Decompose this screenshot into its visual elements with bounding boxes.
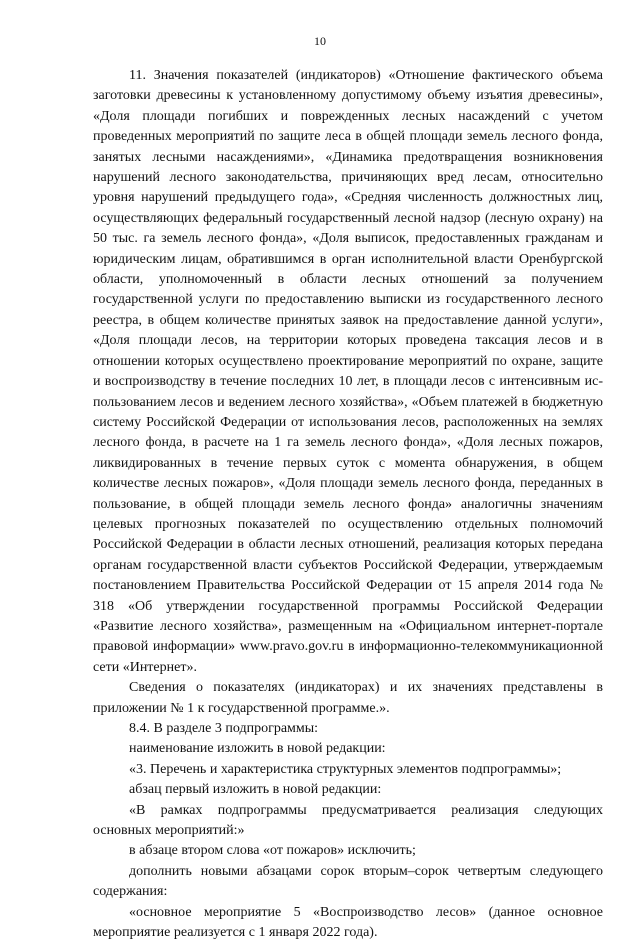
document-body: [93, 66, 603, 943]
paragraph-indicators: 11. Значения показателей (индикаторов) «Отношение фактического объема заготовки древесины к установленному допустимому объему изъятия древесины», «Доля площади погибших и поврежденных лесных насаждений с учетом проведенных мероприятий по защите леса в общей площади земель лесного фонда, занятых лесными насаждениями», «Динамика предотвращения возникновения нарушений лесного законодательства, причиняющих вред лесам, относительно уровня нарушений предыдущего года», «Средняя численность должностных лиц, осуществляющих федеральный государственный лесной надзор (лесную охрану) на 50 тыс. га земель лесного фонда», «Доля выписок, предоставленных гражданам и юридическим лицам, обратившимся в орган исполнительной власти Оренбургской области, уполномоченный в области лесных отношений за получением государственной услуги по предоставлению выписки из государственного лесного реестра, в общем количестве принятых заявок на предоставление данной услуги», «Доля площади лесов, на территории которых проведена таксация лесов и в отношении которых осуществлено проектирование мероприятий по охране, защите и воспроизводству в течение последних 10 лет, в площади лесов с интенсивным использованием лесов и ведением лесного хозяйства», «Объем платежей в бюджетную систему Российской Федерации от использования лесов, расположенных на землях лесного фонда, в расчете на 1 га земель лесного фонда», «Доля лесных пожаров, ликвидированных в течение первых суток с момента обнаружения, в общем количестве лесных пожаров», «Доля площади земель лесного фонда, переданных в пользование, в общей площади земель лесного фонда» аналогичны значениям целевых прогнозных показателей по осуществлению отдельных полномочий Российской Федерации в области лесных отношений, реализация которых передана органам государственной власти субъектов Российской Федерации, утверждаемым постановлением Правительства Российской Федерации от 15 апреля 2014 года № 318 «Об утверждении государственной программы Российской Федерации «Развитие лесного хозяйства», размещенным на «Официальном интернет-портале правовой информации» www.pravo.gov.ru в информационно-телекоммуникационной сети «Интернет».: [93, 68, 603, 675]
paragraph-indicator-info: Сведения о показателях (индикаторах) и их значениях представлены в приложении № 1 к государственной программе.».: [93, 680, 603, 716]
paragraph-title-new-edition: наименование изложить в новой редакции:: [129, 741, 386, 757]
paragraph-second-abzac: в абзаце втором слова «от пожаров» исключить;: [129, 843, 416, 859]
paragraph-new-first-abzac: «В рамках подпрограммы предусматривается реализация следующих основных мероприятий:»: [93, 802, 603, 839]
paragraph-first-abzac: абзац первый изложить в новой редакции:: [129, 782, 382, 798]
paragraph-section-3: 8.4. В разделе 3 подпрограммы:: [129, 721, 319, 736]
page-number: 10: [314, 34, 326, 48]
paragraph-main-measure-5: «основное мероприятие 5 «Воспроизводство лесов» (данное основное мероприятие реализуется с 1 января 2022 года).: [93, 904, 603, 941]
paragraph-new-title: «3. Перечень и характеристика структурных элементов подпрограммы»;: [129, 761, 562, 777]
paragraph-add-abzacs: дополнить новыми абзацами сорок вторым–сорок четвертым следующего содержания:: [93, 863, 603, 900]
